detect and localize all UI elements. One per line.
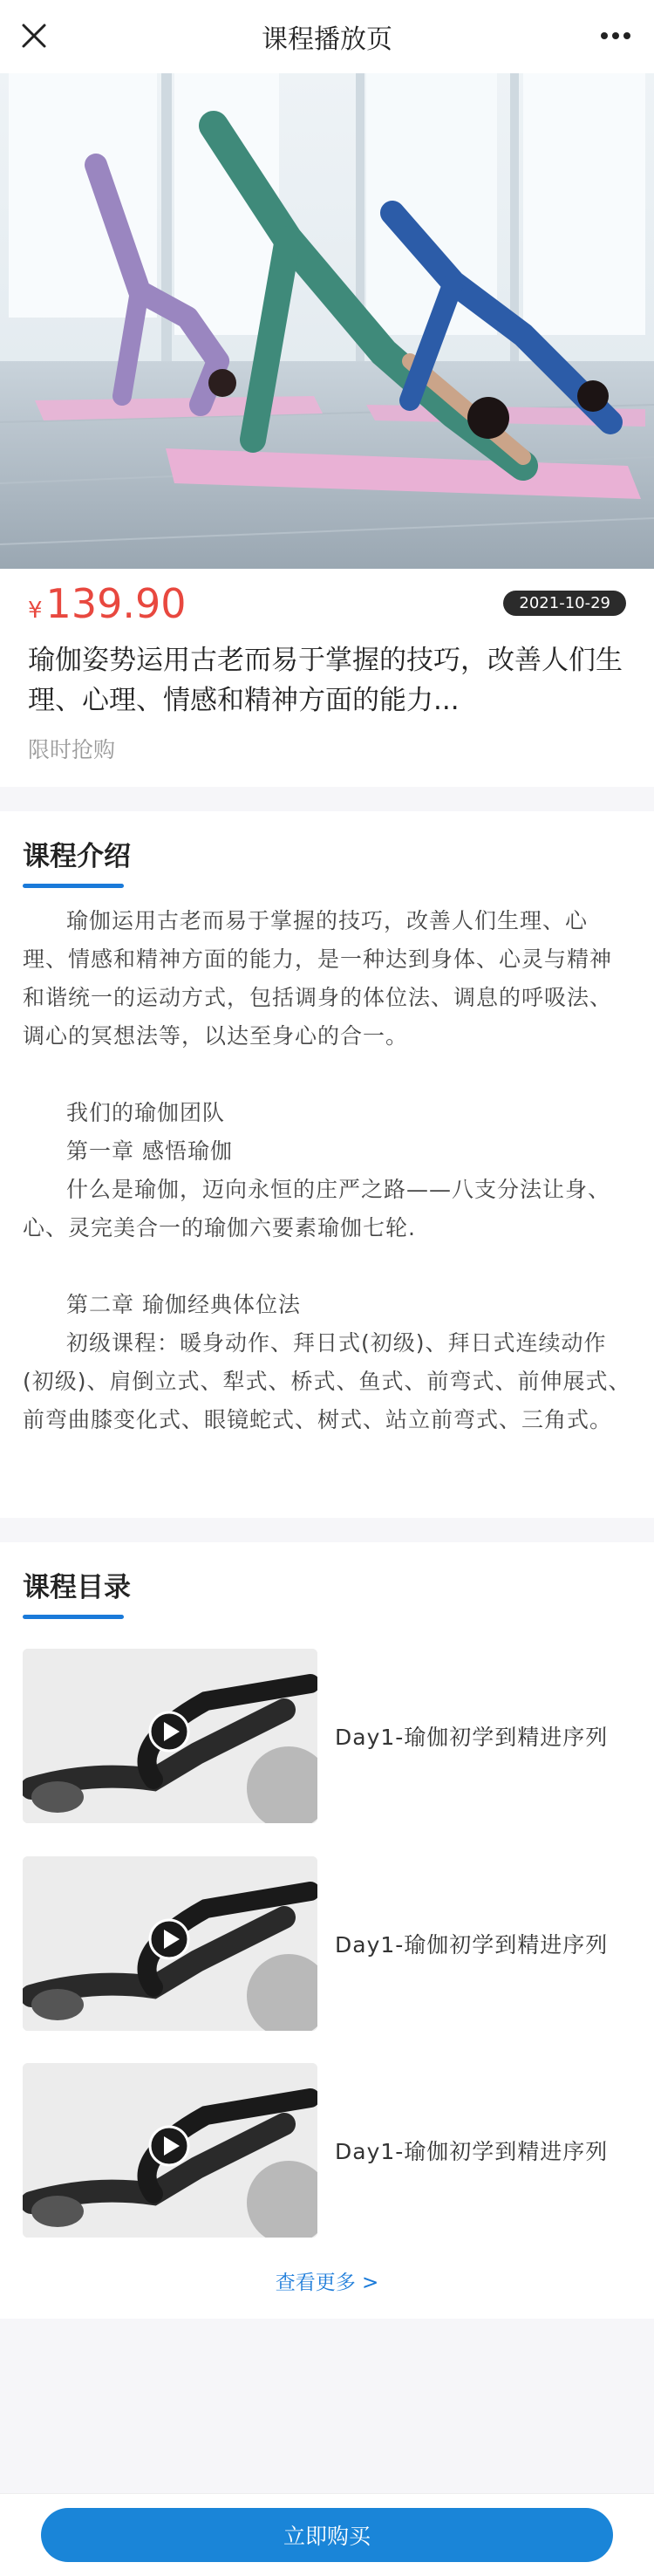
intro-paragraph: 瑜伽运用古老而易于掌握的技巧，改善人们生理、心理、情感和精神方面的能力，是一种达到身体、心灵与精神和谐统一的运动方式，包括调身的体位法、调息的呼吸法、调心的冥想法等，以达至身心的合一。: [23, 908, 613, 1049]
intro-paragraph: 什么是瑜伽，迈向永恒的庄严之路——八支分法让身、心、灵完美合一的瑜伽六要素瑜伽七轮.: [23, 1177, 611, 1240]
lesson-thumbnail[interactable]: [23, 1649, 317, 1823]
section-underline: [23, 1615, 124, 1619]
price-row: [28, 579, 626, 635]
lesson-item[interactable]: [23, 1649, 633, 1823]
section-title: 课程介绍: [23, 841, 131, 872]
bottom-bar: [0, 2493, 654, 2576]
more-icon[interactable]: [598, 23, 633, 49]
lesson-title: Day1-瑜伽初学到精进序列: [335, 2139, 609, 2164]
course-catalog-section: [0, 1542, 654, 2319]
section-title: 课程目录: [23, 1572, 131, 1603]
intro-spacer: [23, 1056, 631, 1094]
lesson-title: Day1-瑜伽初学到精进序列: [335, 1725, 609, 1750]
lesson-item[interactable]: [23, 2063, 633, 2238]
intro-spacer: [23, 1247, 631, 1286]
lesson-item[interactable]: [23, 1856, 633, 2031]
nav-header: [0, 0, 654, 73]
view-more-link[interactable]: 查看更多 >: [275, 2272, 379, 2294]
lesson-thumbnail[interactable]: [23, 1856, 317, 2031]
product-title: 瑜伽姿势运用古老而易于掌握的技巧，改善人们生理、心理、情感和精神方面的能力...: [28, 645, 623, 716]
currency-symbol: ¥: [28, 598, 43, 624]
intro-paragraph: 第二章 瑜伽经典体位法: [66, 1292, 301, 1317]
hero-image: [0, 73, 654, 569]
intro-body: [23, 902, 631, 1439]
lesson-title: Day1-瑜伽初学到精进序列: [335, 1932, 609, 1958]
lesson-thumbnail[interactable]: [23, 2063, 317, 2238]
section-underline: [23, 884, 124, 888]
close-icon[interactable]: [19, 21, 49, 51]
product-info: [0, 569, 654, 787]
product-price: [28, 579, 187, 635]
page-title: 课程播放页: [262, 24, 392, 55]
price-value: 139.90: [45, 580, 187, 627]
date-badge: 2021-10-29: [503, 591, 626, 616]
buy-now-button[interactable]: 立即购买: [41, 2508, 613, 2562]
course-intro-section: [0, 811, 654, 1518]
product-subtitle: 限时抢购: [28, 737, 116, 762]
intro-paragraph: 我们的瑜伽团队: [66, 1100, 226, 1125]
intro-paragraph: 第一章 感悟瑜伽: [66, 1138, 233, 1164]
intro-paragraph: 初级课程：暖身动作、拜日式(初级)、拜日式连续动作(初级)、肩倒立式、犁式、桥式、鱼式、前弯式、前伸展式、前弯曲膝变化式、眼镜蛇式、树式、站立前弯式、三角式。: [23, 1330, 631, 1432]
